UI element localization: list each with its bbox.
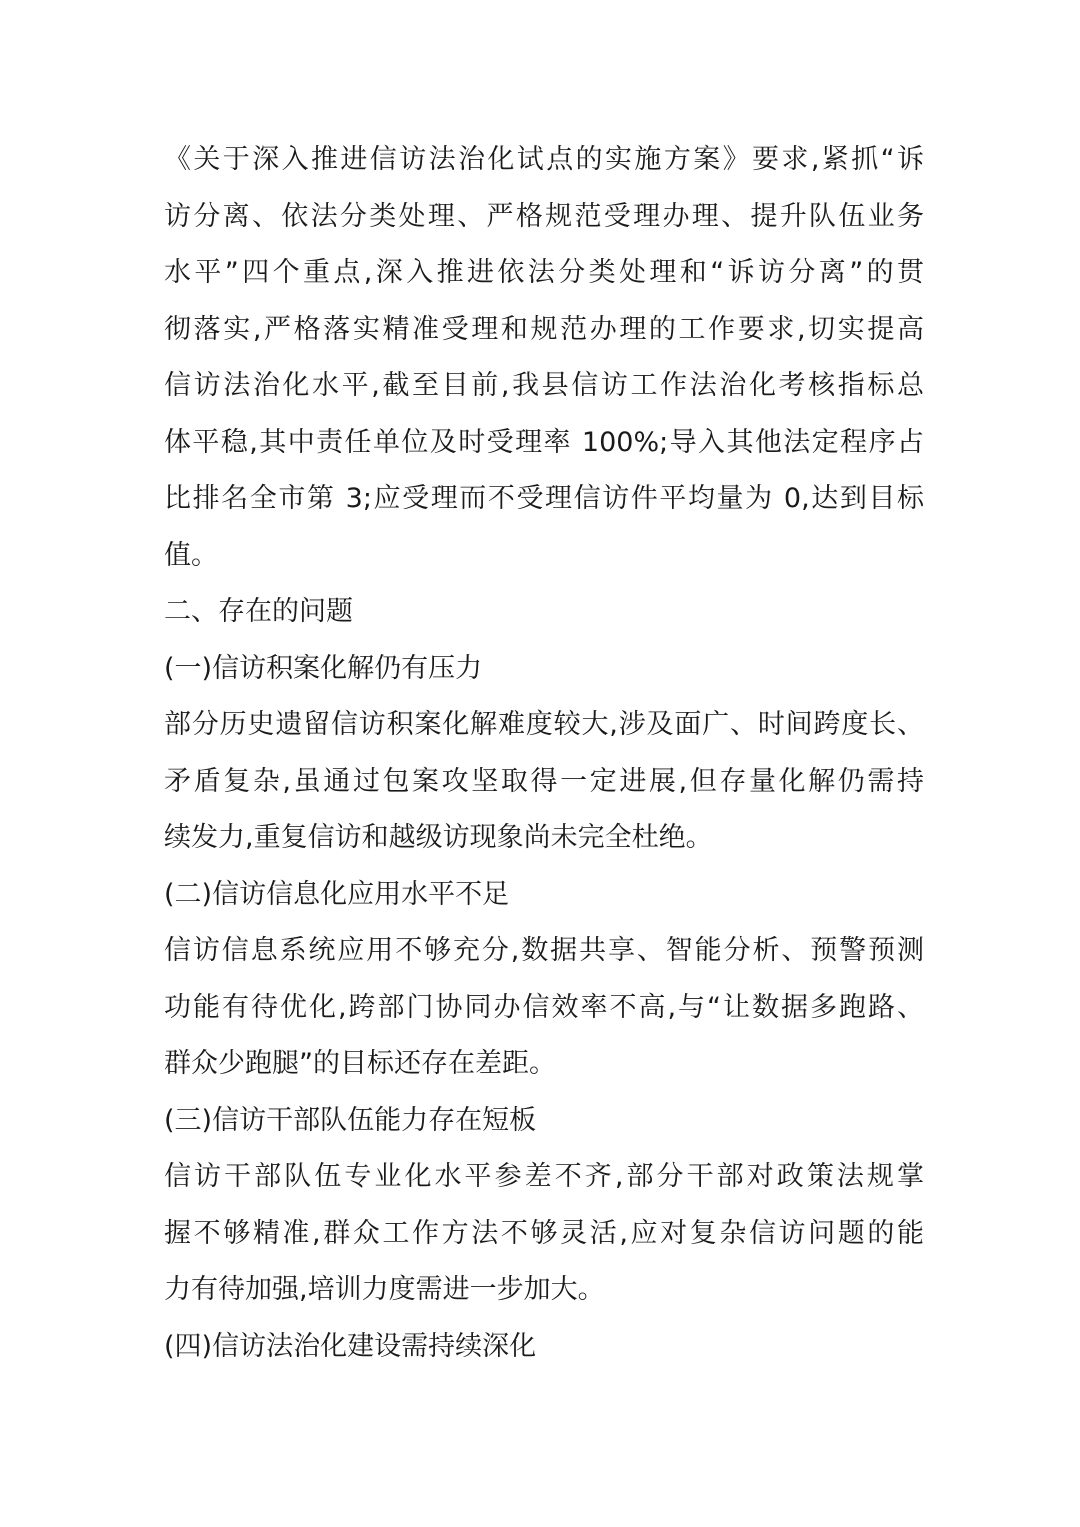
paragraph-line: 力有待加强,培训力度需进一步加大。 bbox=[164, 1274, 605, 1305]
document-body bbox=[164, 132, 924, 1375]
paragraph-line: 功能有待优化,跨部门协同办信效率不高,与“让数据多跑路、 bbox=[164, 991, 924, 1023]
paragraph-line: 握不够精准,群众工作方法不够灵活,应对复杂信访问题的能 bbox=[164, 1217, 924, 1249]
paragraph-line: 水平”四个重点,深入推进依法分类处理和“诉访分离”的贯 bbox=[164, 257, 924, 288]
subsection-heading: (四)信访法治化建设需持续深化 bbox=[164, 1330, 537, 1362]
paragraph-line: 信访法治化水平,截至目前,我县信访工作法治化考核指标总 bbox=[164, 370, 924, 401]
paragraph-line: 部分历史遗留信访积案化解难度较大,涉及面广、时间跨度长、 bbox=[164, 709, 924, 740]
paragraph-line: 比排名全市第 3;应受理而不受理信访件平均量为 0,达到目标 bbox=[164, 483, 924, 514]
paragraph-line: 信访信息系统应用不够充分,数据共享、智能分析、预警预测 bbox=[164, 935, 924, 966]
paragraph-line: 访分离、依法分类处理、严格规范受理办理、提升队伍业务 bbox=[164, 200, 924, 232]
paragraph-line: 值。 bbox=[164, 539, 218, 571]
paragraph-line: 矛盾复杂,虽通过包案攻坚取得一定进展,但存量化解仍需持 bbox=[164, 765, 924, 797]
subsection-heading: (三)信访干部队伍能力存在短板 bbox=[164, 1104, 537, 1136]
paragraph-line: 信访干部队伍专业化水平参差不齐,部分干部对政策法规掌 bbox=[164, 1161, 924, 1192]
subsection-heading: (一)信访积案化解仍有压力 bbox=[164, 652, 483, 684]
paragraph-line: 彻落实,严格落实精准受理和规范办理的工作要求,切实提高 bbox=[164, 313, 924, 345]
subsection-heading: (二)信访信息化应用水平不足 bbox=[164, 878, 510, 910]
paragraph-line: 群众少跑腿”的目标还存在差距。 bbox=[164, 1048, 556, 1079]
paragraph-line: 体平稳,其中责任单位及时受理率 100%;导入其他法定程序占 bbox=[164, 426, 924, 458]
section-heading: 二、存在的问题 bbox=[164, 596, 353, 627]
paragraph-line: 续发力,重复信访和越级访现象尚未完全杜绝。 bbox=[164, 822, 713, 853]
paragraph-line: 《关于深入推进信访法治化试点的实施方案》要求,紧抓“诉 bbox=[164, 144, 924, 175]
